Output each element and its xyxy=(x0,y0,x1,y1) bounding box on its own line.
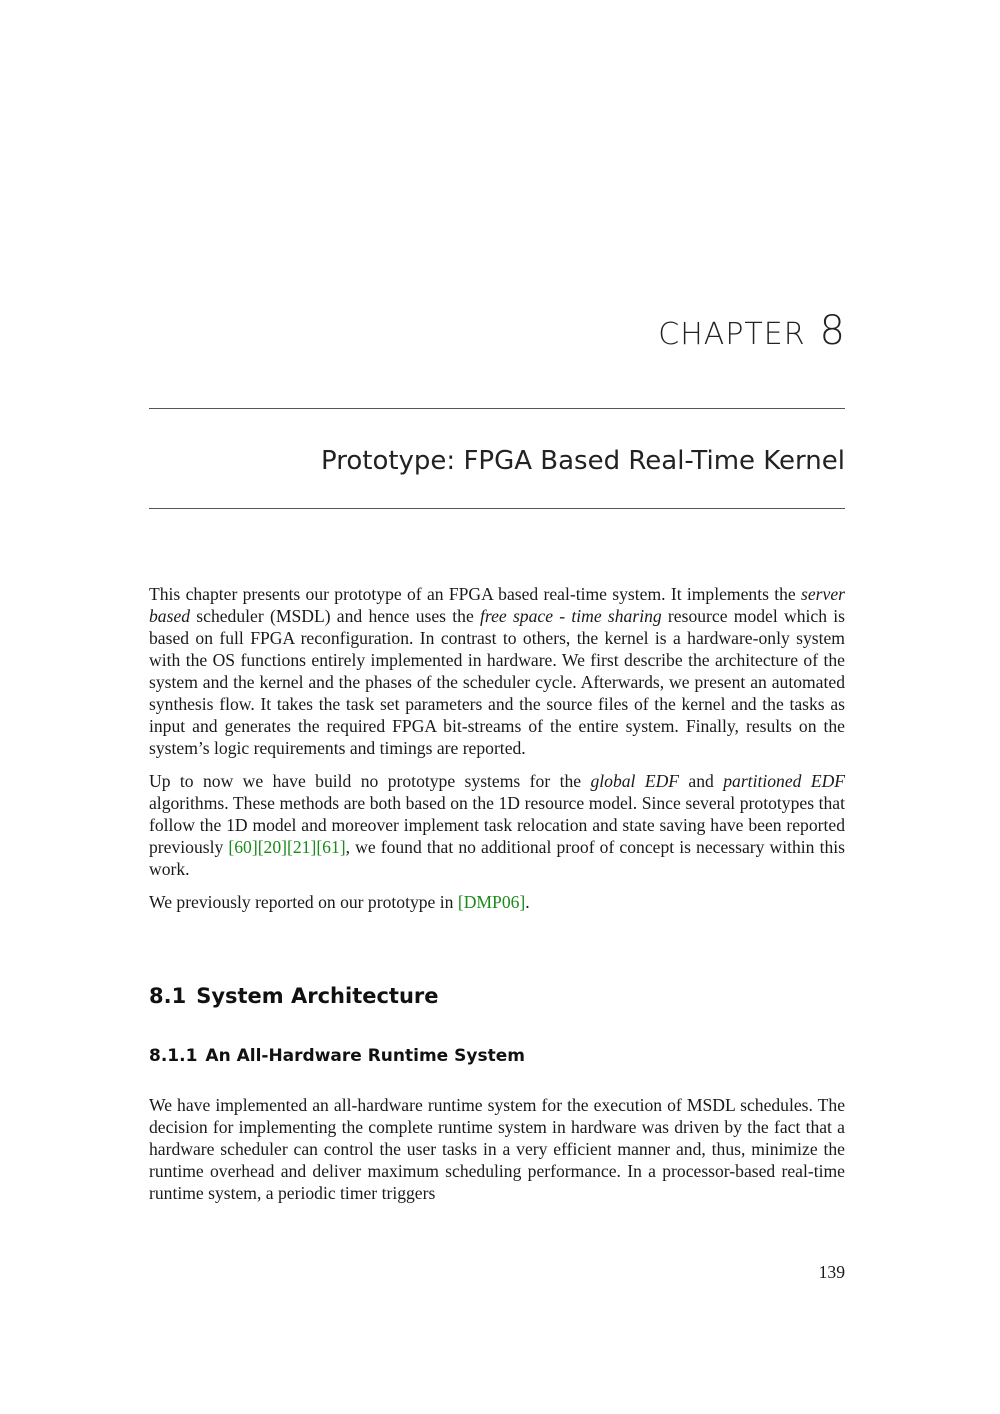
text-run: This chapter presents our prototype of an FPGA based real-time system. It implements the xyxy=(149,584,802,604)
section-title: System Architecture xyxy=(196,984,439,1008)
section-heading xyxy=(149,984,439,1008)
intro-text xyxy=(149,583,845,924)
citation-link-61[interactable]: [61] xyxy=(316,837,346,857)
citation-link-20[interactable]: [20] xyxy=(257,837,287,857)
text-run: scheduler (MSDL) and hence uses the xyxy=(190,606,481,626)
chapter-label xyxy=(658,308,845,354)
text-run: algorithms. These methods are both based on the 1D resource model. Since several prototypes that follow the 1D model and moreover implement task relocation and state saving have been reported previously xyxy=(149,793,845,857)
text-run: , we found that no additional proof of concept is necessary within this work. xyxy=(149,837,845,879)
intro-paragraph-3 xyxy=(149,891,845,913)
subsection-title: An All-Hardware Runtime System xyxy=(205,1046,525,1066)
subsection-text xyxy=(149,1094,845,1215)
citation-link-60[interactable]: [60] xyxy=(228,837,258,857)
intro-paragraph-2 xyxy=(149,770,845,880)
text-run: . xyxy=(525,892,530,912)
text-run: resource model which is based on full FPGA reconfiguration. In contrast to others, the kernel is a hardware-only system with the OS functions entirely implemented in hardware. We first describe the architecture of the system and the kernel and the phases of the scheduler cycle. Afterwards, we present an automated synthesis flow. It takes the task set parameters and the source files of the kernel and the tasks as input and generates the required FPGA bit-streams of the entire system. Finally, results on the system’s logic requirements and timings are reported. xyxy=(149,606,845,758)
citation-link-21[interactable]: [21] xyxy=(287,837,317,857)
chapter-title: Prototype: FPGA Based Real-Time Kernel xyxy=(321,446,845,476)
emphasis-partitioned-edf: partitioned EDF xyxy=(723,771,846,791)
section-number: 8.1 xyxy=(149,984,187,1008)
intro-paragraph-1 xyxy=(149,583,845,759)
emphasis-global-edf: global EDF xyxy=(590,771,680,791)
page-number: 139 xyxy=(818,1262,845,1282)
subsection-number: 8.1.1 xyxy=(149,1046,198,1066)
emphasis-free-space-time-sharing: free space - time sharing xyxy=(480,606,662,626)
title-rule-bottom xyxy=(149,508,845,509)
title-rule-top xyxy=(149,408,845,409)
text-run: We previously reported on our prototype in xyxy=(149,892,458,912)
text-run: and xyxy=(679,771,724,791)
subsection-paragraph: We have implemented an all-hardware runtime system for the execution of MSDL schedules. The decision for implementing the complete runtime system in hardware was driven by the fact that a hardware scheduler can control the user tasks in a very efficient manner and, thus, minimize the runtime overhead and deliver maximum scheduling performance. In a processor-based real-time runtime system, a periodic timer triggers xyxy=(149,1095,845,1203)
subsection-heading xyxy=(149,1046,525,1066)
emphasis-server-based: server based xyxy=(149,584,845,626)
citation-link-dmp06[interactable]: [DMP06] xyxy=(457,892,526,912)
chapter-number: 8 xyxy=(819,308,845,354)
chapter-word: CHAPTER xyxy=(658,317,806,352)
text-run: Up to now we have build no prototype systems for the xyxy=(149,771,591,791)
